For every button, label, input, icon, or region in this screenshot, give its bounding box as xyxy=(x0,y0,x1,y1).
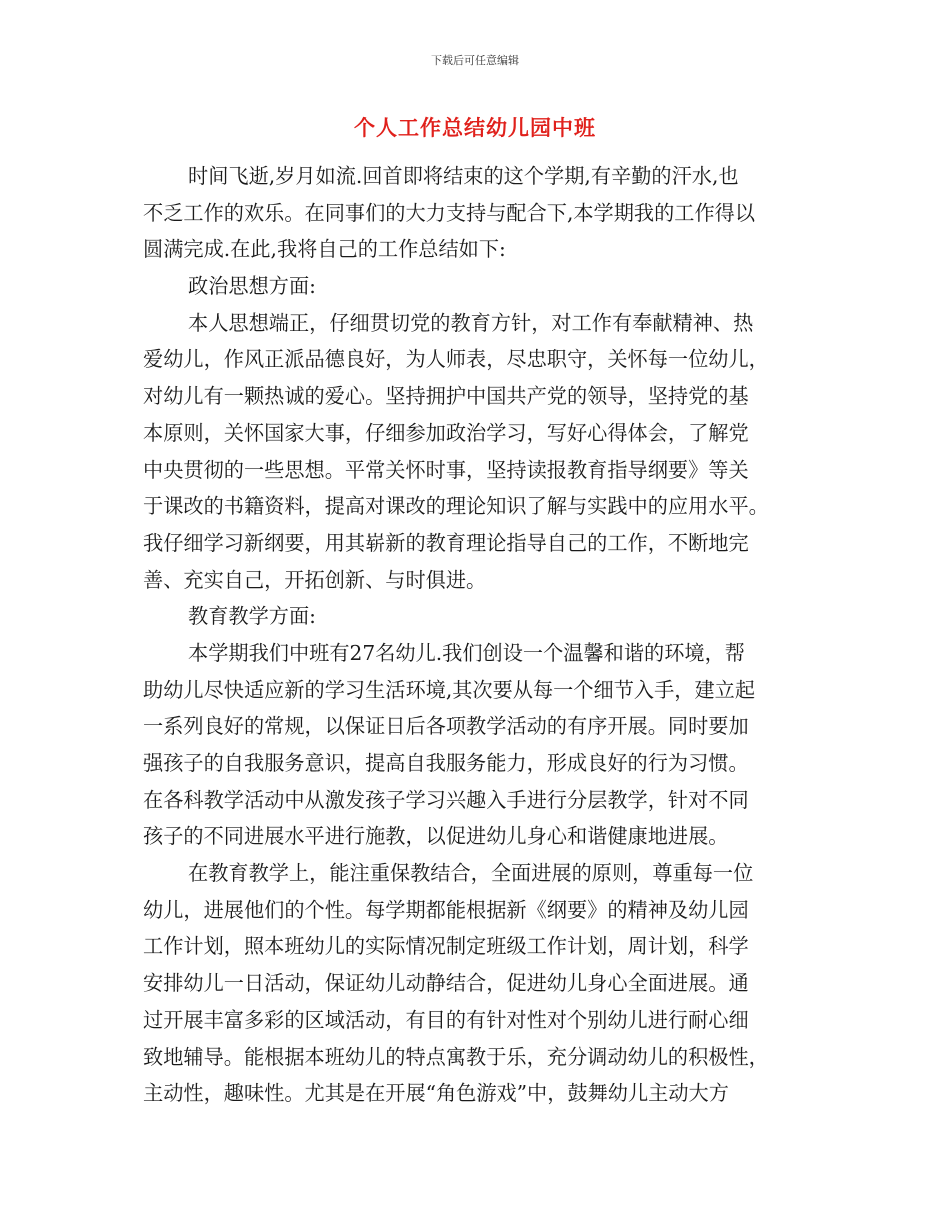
body-line: 善、充实自己，开拓创新、与时俱进。 xyxy=(143,567,487,592)
body-line: 我仔细学习新纲要，用其崭新的教育理论指导自己的工作，不断地完 xyxy=(143,530,749,555)
body-line: 在教育教学上，能注重保教结合，全面进展的原则，尊重每一位 xyxy=(188,861,754,886)
body-line: 孩子的不同进展水平进行施教，以促进幼儿身心和谐健康地进展。 xyxy=(143,824,729,849)
document-body xyxy=(143,158,805,1112)
body-line: 一系列良好的常规，以保证日后各项教学活动的有序开展。同时要加 xyxy=(143,714,749,739)
body-line: 圆满完成.在此,我将自己的工作总结如下: xyxy=(143,237,506,262)
body-line: 在各科教学活动中从激发孩子学习兴趣入手进行分层教学，针对不同 xyxy=(143,787,749,812)
body-line: 安排幼儿一日活动，保证幼儿动静结合，促进幼儿身心全面进展。通 xyxy=(143,971,749,996)
body-line: 本学期我们中班有27名幼儿.我们创设一个温馨和谐的环境，帮 xyxy=(188,640,745,665)
body-line: 爱幼儿，作风正派品德良好，为人师表，尽忠职守，关怀每一位幼儿， xyxy=(143,347,769,372)
body-line: 本人思想端正，仔细贯切党的教育方针，对工作有奉献精神、热 xyxy=(188,310,754,335)
body-line: 主动性，趣味性。尤其是在开展“角色游戏”中，鼓舞幼儿主动大方 xyxy=(143,1081,729,1106)
body-line: 强孩子的自我服务意识，提高自我服务能力，形成良好的行为习惯。 xyxy=(143,751,749,775)
body-line: 本原则，关怀国家大事，仔细参加政治学习，写好心得体会，了解党 xyxy=(143,420,749,445)
body-line: 过开展丰富多彩的区域活动，有目的有针对性对个别幼儿进行耐心细 xyxy=(143,1007,749,1032)
document-title: 个人工作总结幼儿园中班 xyxy=(354,116,596,140)
body-line: 不乏工作的欢乐。在同事们的大力支持与配合下,本学期我的工作得以 xyxy=(143,200,756,225)
body-line: 政治思想方面: xyxy=(188,274,316,299)
body-line: 幼儿，进展他们的个性。每学期都能根据新《纲要》的精神及幼儿园 xyxy=(143,897,749,922)
body-line: 工作计划，照本班幼儿的实际情况制定班级工作计划，周计划，科学 xyxy=(143,934,749,959)
body-line: 致地辅导。能根据本班幼儿的特点寓教于乐，充分调动幼儿的积极性， xyxy=(143,1044,769,1069)
body-line: 于课改的书籍资料，提高对课改的理论知识了解与实践中的应用水平。 xyxy=(143,494,769,519)
body-line: 对幼儿有一颗热诚的爱心。坚持拥护中国共产党的领导，坚持党的基 xyxy=(143,384,749,409)
body-line: 时间飞逝,岁月如流.回首即将结束的这个学期,有辛勤的汗水,也 xyxy=(188,164,739,188)
body-line: 助幼儿尽快适应新的学习生活环境,其次要从每一个细节入手，建立起 xyxy=(143,677,756,702)
body-line: 中央贯彻的一些思想。平常关怀时事，坚持读报教育指导纲要》等关 xyxy=(143,457,749,482)
page-header-note: 下载后可任意编辑 xyxy=(431,54,519,67)
body-line: 教育教学方面: xyxy=(188,604,316,629)
